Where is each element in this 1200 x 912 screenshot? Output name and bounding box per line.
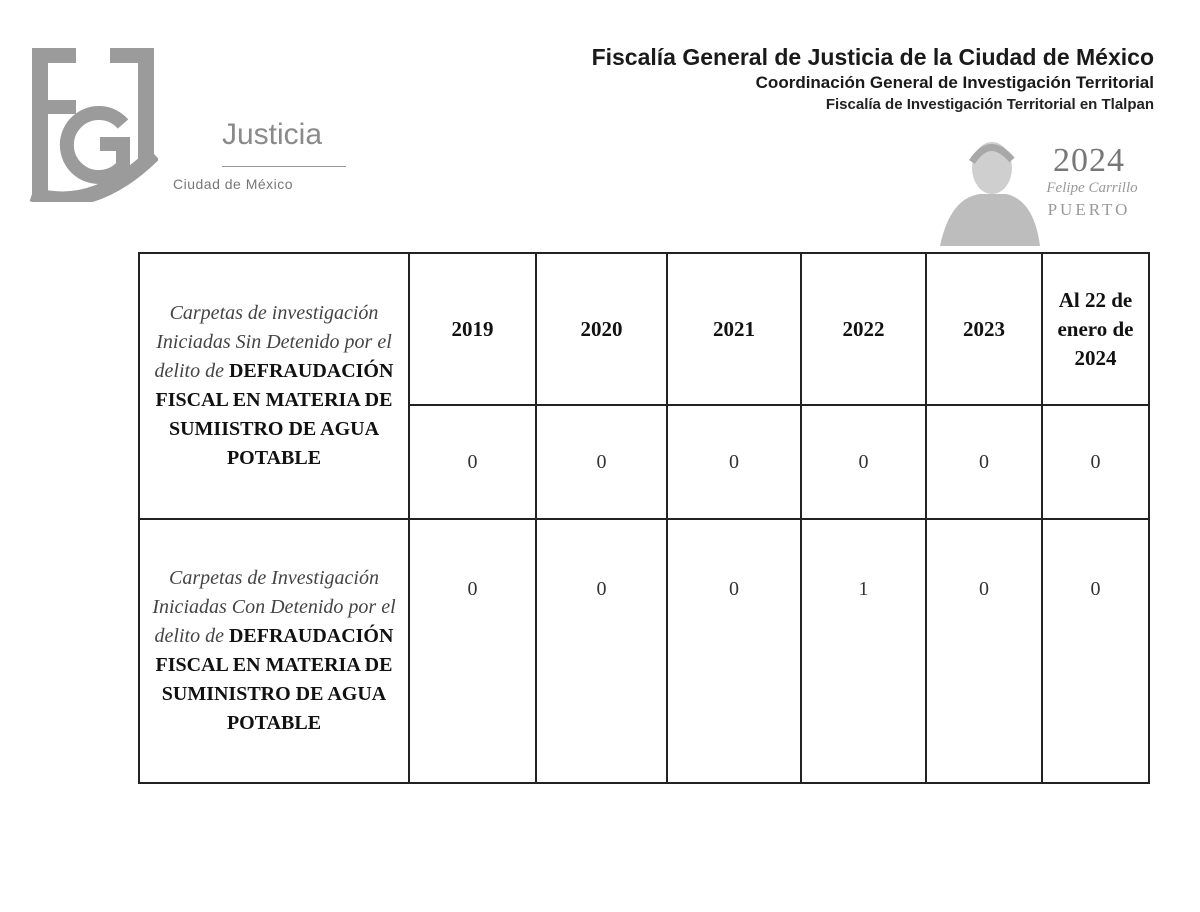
row-2-value-2020: 0: [536, 519, 667, 783]
column-header-2023: 2023: [926, 253, 1042, 405]
column-header-2020: 2020: [536, 253, 667, 405]
column-header-2022: 2022: [801, 253, 926, 405]
commemorative-emblem: [940, 138, 1160, 246]
row-2-description: [139, 519, 409, 783]
row-1-description-intro: Carpetas de investigación Iniciadas Sin Detenido por el delito de: [154, 302, 392, 382]
emblem-name: Felipe Carrillo: [1046, 180, 1138, 196]
row-2-value-2023: 0: [926, 519, 1042, 783]
column-header-2021: 2021: [667, 253, 801, 405]
column-header-2024: Al 22 de enero de 2024: [1042, 253, 1149, 405]
row-2-description-intro: Carpetas de Investigación Iniciadas Con Detenido por el delito de: [152, 567, 396, 647]
column-header-2019: 2019: [409, 253, 536, 405]
emblem-year: 2024: [1053, 142, 1125, 179]
header-line-2: Coordinación General de Investigación Territorial: [755, 73, 1154, 92]
logo-divider: [222, 166, 346, 167]
letterhead: [592, 42, 1154, 116]
row-2-offense: DEFRAUDACIÓN FISCAL EN MATERIA DE SUMINISTRO DE AGUA POTABLE: [155, 625, 394, 734]
row-2-value-2019: 0: [409, 519, 536, 783]
fgj-logo: [28, 44, 158, 202]
cases-table: [138, 252, 1150, 784]
header-line-1: Fiscalía General de Justicia de la Ciudad de México: [591, 44, 1154, 70]
logo-subtitle: Ciudad de México: [173, 176, 294, 192]
row-1-value-2024: 0: [1042, 405, 1149, 519]
emblem-place: PUERTO: [1047, 200, 1131, 219]
row-1-value-2020: 0: [536, 405, 667, 519]
row-1-value-2023: 0: [926, 405, 1042, 519]
row-1-value-2021: 0: [667, 405, 801, 519]
row-1-value-2019: 0: [409, 405, 536, 519]
row-2-value-2022: 1: [801, 519, 926, 783]
header-line-3: Fiscalía de Investigación Territorial en Tlalpan: [825, 96, 1154, 113]
logo-wordmark: Justicia: [222, 118, 323, 151]
row-1-offense: DEFRAUDACIÓN FISCAL EN MATERIA DE SUMIISTRO DE AGUA POTABLE: [155, 360, 394, 469]
row-2-value-2024: 0: [1042, 519, 1149, 783]
row-2-value-2021: 0: [667, 519, 801, 783]
row-1-value-2022: 0: [801, 405, 926, 519]
row-1-description: [139, 253, 409, 519]
